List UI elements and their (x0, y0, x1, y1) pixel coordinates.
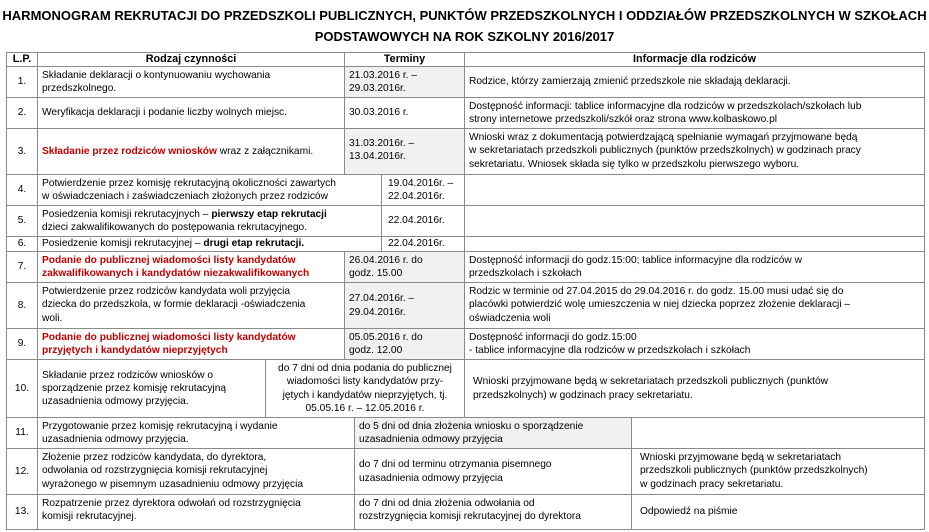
row-11-info (631, 417, 925, 449)
row-5-rodzaj-line: dzieci zakwalifikowanych do postępowania rekrutacyjnego. (42, 222, 308, 234)
row-11-terminy (354, 417, 632, 449)
row-12-info-line: w godzinach pracy sekretariatu. (640, 478, 784, 490)
row-9-rodzaj (37, 328, 345, 360)
row-12-terminy-line: uzasadnienia odmowy przyjęcia (359, 472, 503, 484)
row-12-lp: 12. (6, 448, 38, 495)
row-6-rodzaj-bold: drugi etap rekrutacji. (203, 238, 305, 250)
row-7-terminy (344, 251, 465, 283)
row-1-terminy-line: 29.03.2016r. (349, 83, 406, 95)
row-11-rodzaj (37, 417, 355, 449)
row-7-rodzaj-line: zakwalifikowanych i kandydatów niezakwalifikowanych (42, 268, 310, 280)
row-7-rodzaj-line: Podanie do publicznej wiadomości listy kandydatów (42, 255, 296, 266)
row-3-terminy-line: 31.03.2016r. – (349, 138, 415, 149)
row-13-terminy (354, 494, 632, 530)
row-10-lp: 10. (6, 359, 38, 418)
row-9-rodzaj-line: Podanie do publicznej wiadomości listy kandydatów (42, 332, 296, 343)
row-10-info-line: przedszkolnych) w godzinach pracy sekretariatu. (473, 389, 693, 401)
row-3-info (464, 128, 925, 175)
page-title (0, 5, 929, 47)
row-12-info-line: przedszkoli publicznych (punktów przedszkolnych) (640, 465, 868, 477)
row-1-terminy-line: 21.03.2016 r. – (349, 70, 417, 81)
row-5-rodzaj-pre: Posiedzenia komisji rekrutacyjnych – (42, 209, 212, 220)
row-8-lp: 8. (6, 282, 38, 329)
row-4-terminy (381, 174, 465, 206)
row-3-info-line: w sekretariatach przedszkoli publicznych (punktów przedszkolnych) w godzinach pracy (469, 145, 861, 157)
row-11-lp: 11. (6, 417, 38, 449)
header-terminy: Terminy (344, 52, 465, 67)
title-line-2: PODSTAWOWYCH NA ROK SZKOLNY 2016/2017 (314, 29, 615, 44)
row-6-lp: 6. (6, 236, 38, 252)
row-13-rodzaj-line: komisji rekrutacyjnej. (42, 511, 137, 523)
row-8-rodzaj-line: dziecka do przedszkola, w formie deklaracji -oświadczenia (42, 299, 306, 311)
row-3-info-line: sekretariatu. Wniosek składa się tylko w przedszkolu pierwszego wyboru. (469, 158, 800, 170)
row-2-info-line: strony internetowe przedszkoli/szkół oraz strona www.kolbaskowo.pl (469, 114, 778, 126)
row-5-rodzaj-bold: pierwszy etap rekrutacji (211, 209, 327, 220)
row-8-rodzaj-line: Potwierdzenie przez rodziców kandydata woli przyjęcia (42, 286, 291, 297)
row-13-info-line: Odpowiedź na piśmie (640, 506, 738, 518)
row-5-rodzaj-line (42, 208, 377, 221)
row-10-rodzaj-line: uzasadnienia odmowy przyjęcia. (42, 396, 189, 408)
row-12-info-line: Wnioski przyjmowane będą w sekretariatach (640, 452, 842, 463)
row-3-terminy-line: 13.04.2016r. (349, 151, 406, 163)
row-8-terminy-line: 27.04.2016r. – (349, 293, 415, 305)
row-9-info (464, 328, 925, 360)
row-1-rodzaj-line: przedszkolnego. (42, 83, 117, 95)
row-9-terminy-line: 05.05.2016 r. do (349, 332, 423, 343)
row-2-info (464, 97, 925, 129)
row-8-info-line: Rodzic w terminie od 27.04.2015 do 29.04.2016 r. do godz. 15.00 musi udać się do (469, 286, 844, 297)
row-1-info-line: Rodzice, którzy zamierzają zmienić przedszkole nie składają deklaracji. (469, 76, 791, 88)
row-2-lp: 2. (6, 97, 38, 129)
row-4-info (464, 174, 925, 206)
row-3-rodzaj-highlight: Składanie przez rodziców wniosków (42, 145, 217, 157)
row-12-rodzaj (37, 448, 355, 495)
row-10-terminy-line: wiadomości listy kandydatów przy- (286, 376, 444, 388)
row-7-terminy-line: godz. 15.00 (349, 268, 403, 280)
header-rodzaj: Rodzaj czynności (37, 52, 345, 67)
row-1-lp: 1. (6, 66, 38, 98)
row-8-rodzaj (37, 282, 345, 329)
row-5-info (464, 205, 925, 237)
row-10-terminy-line: do 7 dni od dnia podania do publicznej (278, 363, 452, 374)
row-12-rodzaj-line: Złożenie przez rodziców kandydata, do dyrektora, (42, 452, 267, 463)
row-5-rodzaj (37, 205, 382, 237)
header-lp: L.P. (6, 52, 38, 67)
row-12-rodzaj-line: wyrażonego w pisemnym uzasadnieniu odmowy przyjęcia (42, 478, 304, 490)
row-8-info (464, 282, 925, 329)
row-11-rodzaj-line: Przygotowanie przez komisję rekrutacyjną i wydanie (42, 421, 278, 432)
row-10-rodzaj (37, 359, 266, 418)
row-6-rodzaj (37, 236, 382, 252)
row-13-lp: 13. (6, 494, 38, 530)
row-11-terminy-line: do 5 dni od dnia złożenia wniosku o sporządzenie (359, 421, 584, 432)
row-10-terminy-line: 05.05.16 r. – 12.05.2016 r. (305, 402, 425, 414)
row-3-rodzaj (37, 128, 345, 175)
row-3-rodzaj-rest: wraz z załącznikami. (216, 145, 314, 157)
row-9-rodzaj-line: przyjętych i kandydatów nieprzyjętych (42, 345, 228, 357)
row-2-rodzaj-line: Weryfikacja deklaracji i podanie liczby wolnych miejsc. (42, 107, 287, 119)
row-13-rodzaj-line: Rozpatrzenie przez dyrektora odwołań od rozstrzygnięcia (42, 498, 301, 509)
row-13-rodzaj (37, 494, 355, 530)
row-3-lp: 3. (6, 128, 38, 175)
row-8-terminy (344, 282, 465, 329)
row-11-terminy-line: uzasadnienia odmowy przyjęcia (359, 434, 503, 446)
row-1-terminy (344, 66, 465, 98)
row-6-terminy-line: 22.04.2016r. (388, 238, 445, 250)
row-10-terminy-line: jętych i kandydatów nieprzyjętych, tj. (282, 389, 448, 401)
row-6-terminy (381, 236, 465, 252)
row-13-terminy-line: do 7 dni od dnia złożenia odwołania od (359, 498, 535, 509)
row-5-terminy-line: 22.04.2016r. (388, 215, 445, 227)
row-2-terminy-line: 30.03.2016 r. (349, 107, 409, 119)
row-2-rodzaj (37, 97, 345, 129)
row-7-info-line: przedszkolach i szkołach (469, 268, 582, 280)
row-10-info (464, 359, 925, 418)
row-4-rodzaj (37, 174, 382, 206)
row-12-rodzaj-line: odwołania od rozstrzygnięcia komisji rekrutacyjnej (42, 465, 268, 477)
header-info: Informacje dla rodziców (464, 52, 925, 67)
row-4-rodzaj-line: Potwierdzenie przez komisję rekrutacyjną okoliczności zawartych (42, 178, 336, 189)
row-3-rodzaj-line (42, 145, 313, 158)
row-1-rodzaj-line: Składanie deklaracji o kontynuowaniu wychowania (42, 70, 271, 81)
row-12-terminy (354, 448, 632, 495)
row-10-terminy (265, 359, 465, 418)
row-9-terminy (344, 328, 465, 360)
row-3-terminy (344, 128, 465, 175)
row-4-rodzaj-line: w oświadczeniach i zaświadczeniach złożonych przez rodziców (42, 191, 328, 203)
row-2-terminy (344, 97, 465, 129)
row-13-terminy-line: rozstrzygnięcia komisji rekrutacyjnej do dyrektora (359, 511, 581, 523)
row-7-info-line: Dostępność informacji do godz.15:00; tablice informacyjne dla rodziców w (469, 255, 802, 266)
title-line-1: HARMONOGRAM REKRUTACJI DO PRZEDSZKOLI PUBLICZNYCH, PUNKTÓW PRZEDSZKOLNYCH I ODDZIAŁÓW PRZEDSZKOLNYCH W SZKOŁACH (2, 8, 927, 23)
row-4-terminy-line: 22.04.2016r. (388, 191, 445, 203)
row-9-info-line: Dostępność informacji do godz.15:00 (469, 332, 637, 343)
row-1-info (464, 66, 925, 98)
row-4-lp: 4. (6, 174, 38, 206)
row-8-terminy-line: 29.04.2016r. (349, 306, 406, 318)
row-7-terminy-line: 26.04.2016 r. do (349, 255, 423, 266)
row-8-info-line: placówki potwierdzić wolę umieszczenia w niej dziecka poprzez złożenie deklaracji – (469, 299, 851, 311)
row-6-info (464, 236, 925, 252)
row-7-rodzaj (37, 251, 345, 283)
row-8-info-line: oświadczenia woli (469, 312, 551, 324)
row-5-terminy (381, 205, 465, 237)
row-8-rodzaj-line: woli. (42, 312, 63, 324)
row-5-lp: 5. (6, 205, 38, 237)
row-6-rodzaj-pre: Posiedzenie komisji rekrutacyjnej – (42, 238, 204, 250)
row-10-rodzaj-line: Składanie przez rodziców wniosków o (42, 369, 214, 381)
row-3-info-line: Wnioski wraz z dokumentacją potwierdzającą spełnianie wymagań przyjmowane będą (469, 132, 858, 143)
row-9-lp: 9. (6, 328, 38, 360)
row-11-rodzaj-line: uzasadnienia odmowy przyjęcia. (42, 434, 189, 446)
row-9-terminy-line: godz. 12.00 (349, 345, 403, 357)
row-10-rodzaj-line: sporządzenie przez komisję rekrutacyjną (42, 382, 227, 394)
row-6-rodzaj-line (42, 237, 304, 250)
row-12-terminy-line: do 7 dni od terminu otrzymania pisemnego (359, 459, 552, 471)
row-12-info (631, 448, 925, 495)
row-13-info (631, 494, 925, 530)
row-10-info-line: Wnioski przyjmowane będą w sekretariatach przedszkoli publicznych (punktów (473, 376, 829, 388)
row-7-lp: 7. (6, 251, 38, 283)
row-7-info (464, 251, 925, 283)
row-9-info-line: - tablice informacyjne dla rodziców w przedszkolach i szkołach (469, 345, 751, 357)
row-1-rodzaj (37, 66, 345, 98)
row-2-info-line: Dostępność informacji: tablice informacyjne dla rodziców w przedszkolach/szkołach lub (469, 101, 862, 112)
row-4-terminy-line: 19.04.2016r. – (388, 178, 454, 189)
